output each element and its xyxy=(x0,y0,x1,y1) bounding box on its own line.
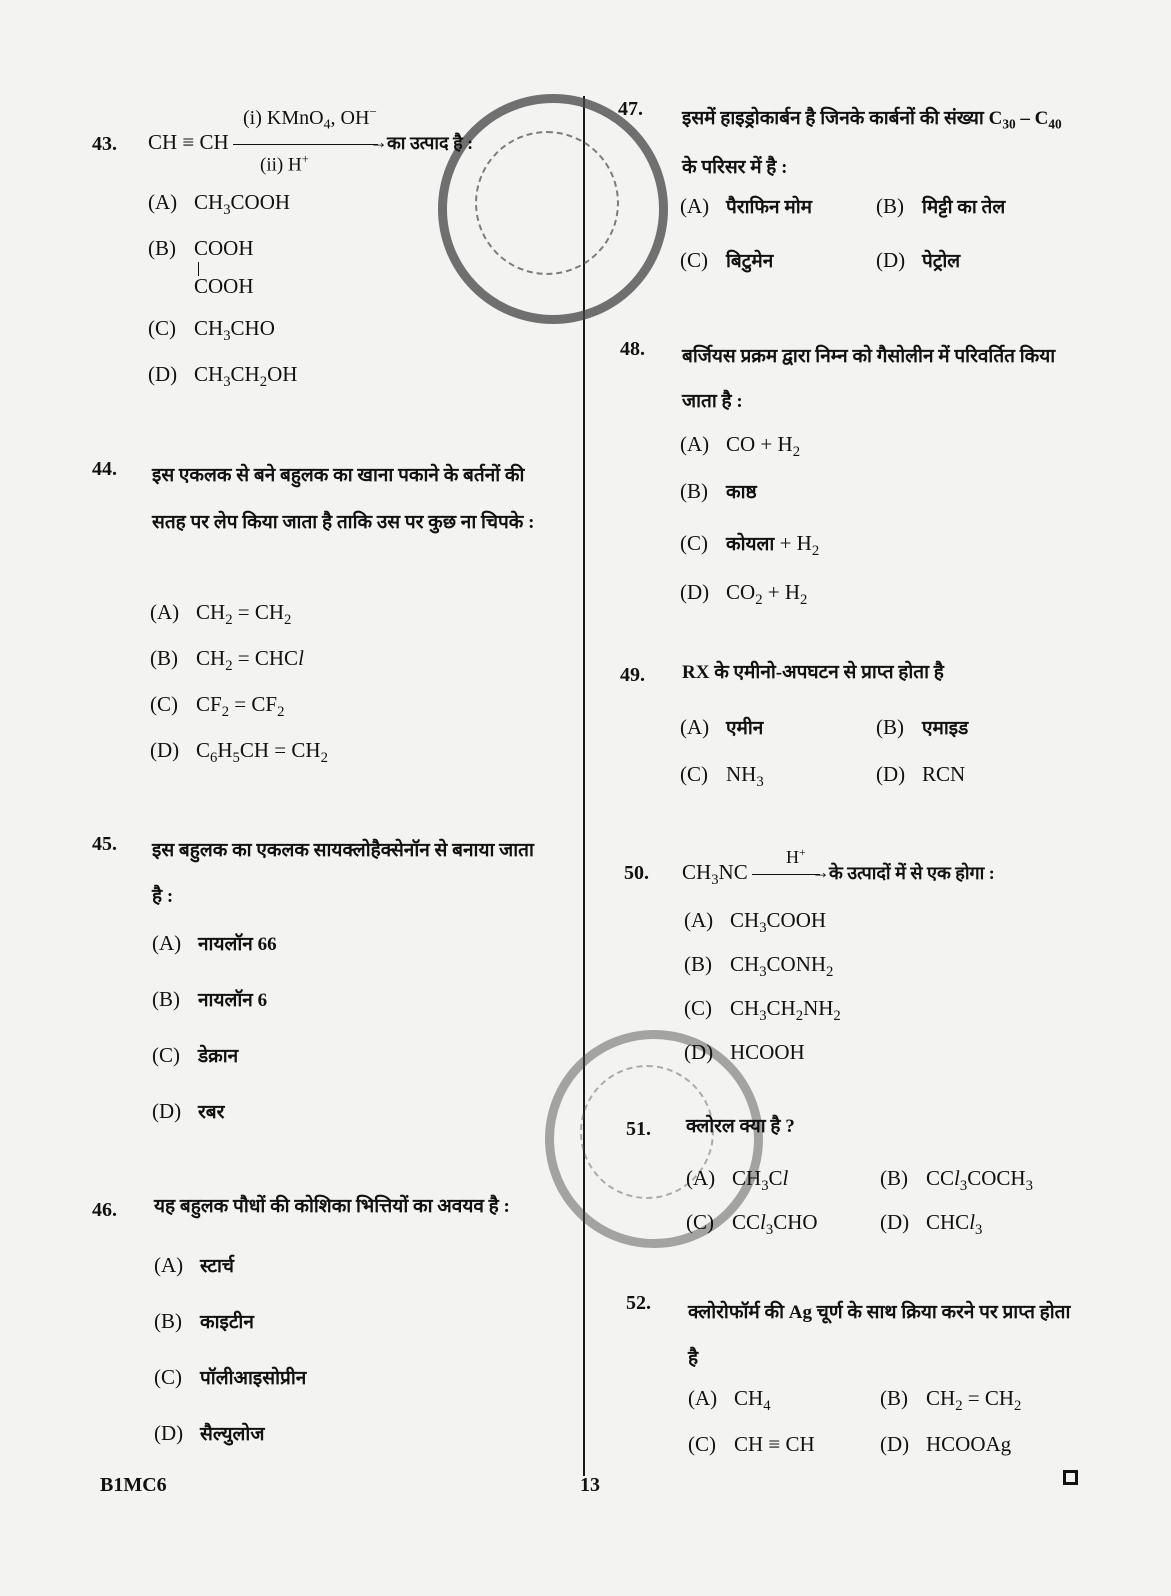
question-text: क्लोरोफॉर्म की Ag चूर्ण के साथ क्रिया करने पर प्राप्त होता है xyxy=(688,1302,1071,1369)
option-d: (D) $CO_2 + H_2$ xyxy=(680,580,808,609)
option-c: (C) कोयला + $H_2$ xyxy=(680,531,820,560)
option-b: (B) COOH xyxy=(148,236,254,260)
option-a: (A) $CH_2 = CH_2$ xyxy=(150,600,292,629)
reaction-arrow xyxy=(752,874,820,875)
option-c: (C) $CH_3CHO$ xyxy=(148,316,275,345)
option-b: (B) $CH_3CONH_2$ xyxy=(684,952,834,981)
option-b: (B) $CCl_3COCH_3$ xyxy=(880,1166,1033,1195)
board-stamp-top xyxy=(438,94,668,324)
question-number: 50. xyxy=(624,862,649,884)
option-b-line2: COOH xyxy=(194,274,254,298)
option-d: (D) HCOOH xyxy=(684,1040,805,1064)
option-d: (D) CHCl$_3$ xyxy=(880,1210,983,1239)
page-number: 13 xyxy=(580,1474,600,1496)
option-d: (D) HCOOAg xyxy=(880,1432,1012,1456)
option-c: (C) $NH_3$ xyxy=(680,762,764,791)
option-a: (A) स्टार्च xyxy=(154,1253,234,1277)
option-b: (B) काष्ठ xyxy=(680,479,757,503)
option-b: (B) काइटीन xyxy=(154,1309,254,1333)
option-b: (B) $CH_2 = CH_2$ xyxy=(880,1386,1022,1415)
question-number: 45. xyxy=(92,833,117,855)
q50-reagent: H+ xyxy=(786,846,806,868)
question-text: RX के एमीनो-अपघटन से प्राप्त होता है xyxy=(682,662,944,683)
q43-reagent-bottom: (ii) H+ xyxy=(260,152,309,176)
question-text: इस एकलक से बने बहुलक का खाना पकाने के बर्तनों की सतह पर लेप किया जाता है ताकि उस पर कुछ ना चिपके : xyxy=(152,465,535,533)
option-b: (B) नायलॉन 6 xyxy=(152,987,268,1011)
option-d: (D) रबर xyxy=(152,1099,225,1123)
option-a: (A) $CH_4$ xyxy=(688,1386,771,1415)
option-b: (B) $CH_2$ = CHCl xyxy=(150,646,304,675)
question-number: 48. xyxy=(620,338,645,360)
question-text: बर्जियस प्रक्रम द्वारा निम्न को गैसोलीन में परिवर्तित किया जाता है : xyxy=(682,346,1056,412)
option-b: (B) एमाइड xyxy=(876,715,969,739)
question-number: 43. xyxy=(92,133,117,155)
option-a: (A) $CH_3COOH$ xyxy=(148,190,291,219)
q43-reactant: CH ≡ CH xyxy=(148,130,229,154)
option-a: (A) एमीन xyxy=(680,715,764,739)
reaction-arrow xyxy=(233,144,378,145)
square-icon xyxy=(1063,1470,1078,1485)
option-d: (D) $C_6H_5CH = CH_2$ xyxy=(150,738,328,767)
question-number: 49. xyxy=(620,664,645,686)
option-b: (B) मिट्टी का तेल xyxy=(876,194,1006,218)
option-d: (D) सैल्युलोज xyxy=(154,1421,265,1445)
question-number: 46. xyxy=(92,1199,117,1221)
question-number: 51. xyxy=(626,1118,651,1140)
option-d: (D) RCN xyxy=(876,762,966,786)
question-text: यह बहुलक पौधों की कोशिका भित्तियों का अवयव है : xyxy=(154,1196,510,1217)
option-a: (A) पैराफिन मोम xyxy=(680,194,812,218)
option-a: (A) CO + $H_2$ xyxy=(680,432,801,461)
option-c: (C) $CF_2 = CF_2$ xyxy=(150,692,285,721)
q50-reaction: $CH_3NC\to$ के उत्पादों में से एक होगा : xyxy=(682,860,995,889)
question-number: 47. xyxy=(618,98,643,120)
option-a: (A) $CH_3COOH$ xyxy=(684,908,827,937)
q43-reaction xyxy=(148,130,473,155)
paper-code: B1MC6 xyxy=(100,1474,167,1496)
question-number: 52. xyxy=(626,1292,651,1314)
option-c: (C) डेक्रान xyxy=(152,1043,239,1067)
question-number: 44. xyxy=(92,458,117,480)
option-c: (C) CH ≡ CH xyxy=(688,1432,815,1456)
option-d: (D) $CH_3CH_2OH$ xyxy=(148,362,298,391)
option-d: (D) पेट्रोल xyxy=(876,248,961,272)
option-c: (C) $CH_3CH_2NH_2$ xyxy=(684,996,841,1025)
q50-stem: के उत्पादों में से एक होगा : xyxy=(828,863,995,883)
option-a: (A) नायलॉन 66 xyxy=(152,931,277,955)
question-text: इसमें हाइड्रोकार्बन है जिनके कार्बनों की संख्या $C_{30} - C_{40}$ के परिसर में है : xyxy=(682,108,1062,178)
question-text: इस बहुलक का एकलक सायक्लोहैक्सेनॉन से बनाया जाता है : xyxy=(152,840,534,907)
option-c: (C) बिटुमेन xyxy=(680,248,774,272)
question-text: क्लोरल क्या है ? xyxy=(686,1116,795,1137)
q43-stem: का उत्पाद है : xyxy=(386,133,474,153)
option-c: (C) CCl$_3$CHO xyxy=(686,1210,818,1239)
option-a: (A) $CH_3Cl$ xyxy=(686,1166,789,1195)
option-c: (C) पॉलीआइसोप्रीन xyxy=(154,1365,307,1389)
q43-reagent-top: (i) KMnO$_4$, OH− xyxy=(243,104,377,133)
